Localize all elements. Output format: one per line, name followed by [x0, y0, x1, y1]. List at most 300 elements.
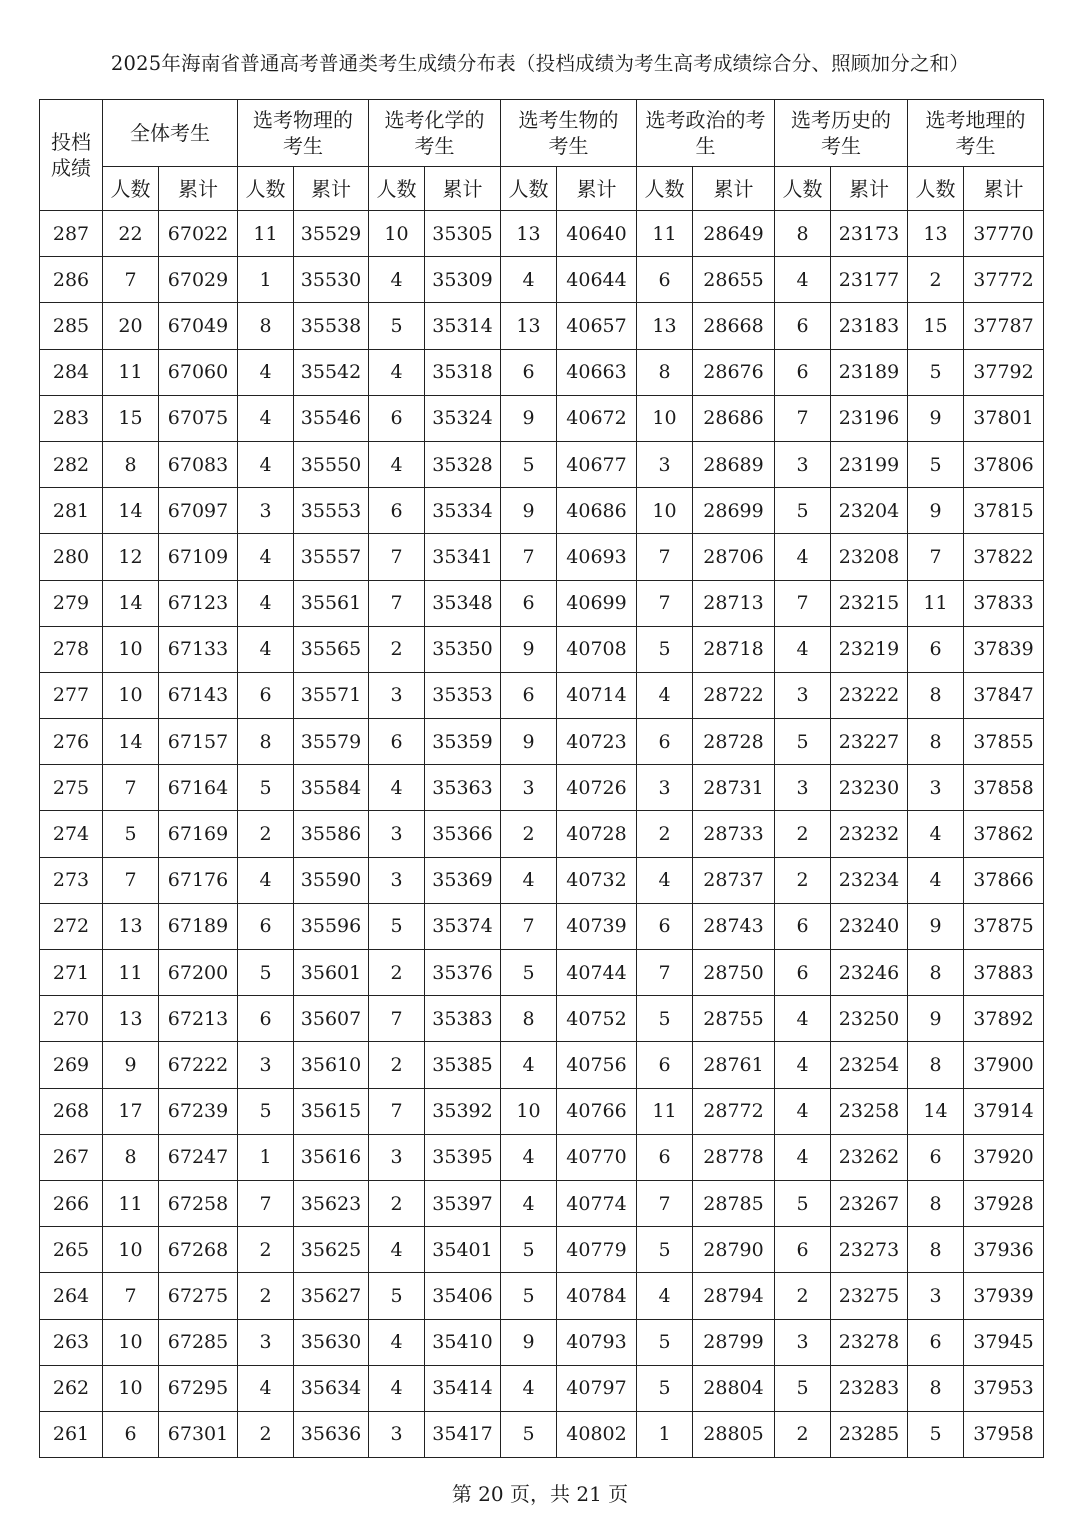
cumulative-cell: 28799 [693, 1319, 775, 1365]
header-group-physics: 选考物理的考生 [238, 100, 369, 167]
score-cell: 275 [40, 765, 103, 811]
count-cell: 13 [501, 303, 557, 349]
table-row [40, 1088, 1044, 1134]
count-cell: 5 [501, 950, 557, 996]
count-cell: 7 [775, 395, 831, 441]
count-cell: 3 [369, 811, 425, 857]
score-cell: 284 [40, 349, 103, 395]
cumulative-cell: 35616 [294, 1134, 369, 1180]
cumulative-cell: 67075 [159, 395, 238, 441]
count-cell: 6 [369, 395, 425, 441]
score-cell: 264 [40, 1273, 103, 1319]
count-cell: 7 [103, 1273, 159, 1319]
count-cell: 4 [369, 349, 425, 395]
count-cell: 9 [908, 488, 964, 534]
cumulative-cell: 35374 [425, 903, 501, 949]
score-cell: 287 [40, 211, 103, 257]
cumulative-cell: 23215 [831, 580, 908, 626]
cumulative-cell: 23278 [831, 1319, 908, 1365]
count-cell: 7 [637, 534, 693, 580]
count-cell: 1 [238, 257, 294, 303]
count-cell: 9 [103, 1042, 159, 1088]
count-cell: 2 [238, 1273, 294, 1319]
count-cell: 5 [238, 950, 294, 996]
cumulative-cell: 67200 [159, 950, 238, 996]
cumulative-cell: 35410 [425, 1319, 501, 1365]
count-cell: 13 [908, 211, 964, 257]
cumulative-cell: 23246 [831, 950, 908, 996]
count-cell: 3 [369, 1411, 425, 1457]
table-row [40, 395, 1044, 441]
count-cell: 4 [775, 534, 831, 580]
count-cell: 6 [908, 626, 964, 672]
count-cell: 17 [103, 1088, 159, 1134]
cumulative-cell: 28655 [693, 257, 775, 303]
count-cell: 5 [637, 996, 693, 1042]
header-count: 人数 [637, 167, 693, 211]
cumulative-cell: 40723 [557, 719, 637, 765]
cumulative-cell: 37866 [964, 857, 1044, 903]
count-cell: 4 [369, 1319, 425, 1365]
header-group-history: 选考历史的考生 [775, 100, 908, 167]
cumulative-cell: 37847 [964, 672, 1044, 718]
cumulative-cell: 28737 [693, 857, 775, 903]
cumulative-cell: 23173 [831, 211, 908, 257]
cumulative-cell: 28676 [693, 349, 775, 395]
cumulative-cell: 35590 [294, 857, 369, 903]
count-cell: 11 [103, 950, 159, 996]
cumulative-cell: 35565 [294, 626, 369, 672]
count-cell: 4 [501, 257, 557, 303]
cumulative-cell: 67022 [159, 211, 238, 257]
count-cell: 5 [637, 626, 693, 672]
cumulative-cell: 35557 [294, 534, 369, 580]
table-row [40, 1319, 1044, 1365]
count-cell: 5 [238, 1088, 294, 1134]
cumulative-cell: 23183 [831, 303, 908, 349]
cumulative-cell: 28686 [693, 395, 775, 441]
cumulative-cell: 40657 [557, 303, 637, 349]
count-cell: 3 [238, 1319, 294, 1365]
count-cell: 13 [501, 211, 557, 257]
count-cell: 5 [637, 1365, 693, 1411]
cumulative-cell: 40728 [557, 811, 637, 857]
cumulative-cell: 37792 [964, 349, 1044, 395]
count-cell: 4 [238, 534, 294, 580]
cumulative-cell: 35324 [425, 395, 501, 441]
cumulative-cell: 37787 [964, 303, 1044, 349]
cumulative-cell: 35341 [425, 534, 501, 580]
header-cumulative: 累计 [831, 167, 908, 211]
count-cell: 10 [103, 672, 159, 718]
cumulative-cell: 23283 [831, 1365, 908, 1411]
cumulative-cell: 40714 [557, 672, 637, 718]
count-cell: 5 [637, 1227, 693, 1273]
count-cell: 7 [637, 950, 693, 996]
count-cell: 2 [369, 626, 425, 672]
cumulative-cell: 35596 [294, 903, 369, 949]
count-cell: 11 [103, 349, 159, 395]
count-cell: 8 [238, 303, 294, 349]
cumulative-cell: 28804 [693, 1365, 775, 1411]
cumulative-cell: 37920 [964, 1134, 1044, 1180]
cumulative-cell: 23189 [831, 349, 908, 395]
table-row [40, 903, 1044, 949]
score-cell: 278 [40, 626, 103, 672]
count-cell: 6 [775, 1227, 831, 1273]
cumulative-cell: 28731 [693, 765, 775, 811]
count-cell: 2 [238, 811, 294, 857]
cumulative-cell: 28699 [693, 488, 775, 534]
cumulative-cell: 28733 [693, 811, 775, 857]
count-cell: 5 [775, 1365, 831, 1411]
table-row [40, 996, 1044, 1042]
header-count: 人数 [501, 167, 557, 211]
count-cell: 7 [369, 534, 425, 580]
cumulative-cell: 37772 [964, 257, 1044, 303]
header-cumulative: 累计 [964, 167, 1044, 211]
table-row [40, 1227, 1044, 1273]
cumulative-cell: 28649 [693, 211, 775, 257]
count-cell: 3 [369, 672, 425, 718]
count-cell: 4 [238, 580, 294, 626]
count-cell: 6 [775, 950, 831, 996]
cumulative-cell: 23219 [831, 626, 908, 672]
cumulative-cell: 28750 [693, 950, 775, 996]
table-row [40, 580, 1044, 626]
cumulative-cell: 67239 [159, 1088, 238, 1134]
cumulative-cell: 67133 [159, 626, 238, 672]
count-cell: 7 [637, 1180, 693, 1226]
header-count: 人数 [775, 167, 831, 211]
cumulative-cell: 40663 [557, 349, 637, 395]
count-cell: 22 [103, 211, 159, 257]
cumulative-cell: 23232 [831, 811, 908, 857]
cumulative-cell: 23262 [831, 1134, 908, 1180]
header-score: 投档成绩 [40, 100, 103, 211]
count-cell: 7 [103, 765, 159, 811]
cumulative-cell: 35350 [425, 626, 501, 672]
count-cell: 3 [637, 765, 693, 811]
cumulative-cell: 40699 [557, 580, 637, 626]
cumulative-cell: 35353 [425, 672, 501, 718]
cumulative-cell: 23267 [831, 1180, 908, 1226]
cumulative-cell: 35348 [425, 580, 501, 626]
count-cell: 4 [369, 1227, 425, 1273]
count-cell: 8 [908, 672, 964, 718]
cumulative-cell: 35392 [425, 1088, 501, 1134]
count-cell: 13 [103, 996, 159, 1042]
count-cell: 2 [775, 857, 831, 903]
count-cell: 5 [775, 719, 831, 765]
count-cell: 2 [369, 1042, 425, 1088]
header-row-sub [40, 167, 1044, 211]
cumulative-cell: 35376 [425, 950, 501, 996]
count-cell: 7 [103, 257, 159, 303]
cumulative-cell: 67189 [159, 903, 238, 949]
header-group-biology: 选考生物的考生 [501, 100, 637, 167]
table-row [40, 1411, 1044, 1457]
cumulative-cell: 23273 [831, 1227, 908, 1273]
count-cell: 9 [501, 488, 557, 534]
count-cell: 9 [908, 395, 964, 441]
cumulative-cell: 37928 [964, 1180, 1044, 1226]
cumulative-cell: 37958 [964, 1411, 1044, 1457]
cumulative-cell: 40784 [557, 1273, 637, 1319]
count-cell: 8 [238, 719, 294, 765]
count-cell: 8 [908, 1365, 964, 1411]
count-cell: 2 [637, 811, 693, 857]
cumulative-cell: 67285 [159, 1319, 238, 1365]
header-cumulative: 累计 [294, 167, 369, 211]
cumulative-cell: 37945 [964, 1319, 1044, 1365]
cumulative-cell: 67222 [159, 1042, 238, 1088]
header-count: 人数 [908, 167, 964, 211]
cumulative-cell: 28755 [693, 996, 775, 1042]
count-cell: 7 [238, 1180, 294, 1226]
cumulative-cell: 37939 [964, 1273, 1044, 1319]
header-group-geography: 选考地理的考生 [908, 100, 1044, 167]
cumulative-cell: 35623 [294, 1180, 369, 1226]
count-cell: 5 [501, 441, 557, 487]
cumulative-cell: 40732 [557, 857, 637, 903]
cumulative-cell: 40756 [557, 1042, 637, 1088]
count-cell: 11 [637, 211, 693, 257]
cumulative-cell: 35305 [425, 211, 501, 257]
cumulative-cell: 40677 [557, 441, 637, 487]
count-cell: 8 [908, 719, 964, 765]
count-cell: 8 [908, 950, 964, 996]
count-cell: 4 [775, 1088, 831, 1134]
count-cell: 2 [369, 1180, 425, 1226]
score-cell: 268 [40, 1088, 103, 1134]
count-cell: 5 [369, 1273, 425, 1319]
count-cell: 15 [908, 303, 964, 349]
count-cell: 7 [369, 1088, 425, 1134]
cumulative-cell: 23177 [831, 257, 908, 303]
count-cell: 11 [637, 1088, 693, 1134]
count-cell: 4 [369, 441, 425, 487]
count-cell: 7 [637, 580, 693, 626]
cumulative-cell: 35550 [294, 441, 369, 487]
count-cell: 3 [775, 1319, 831, 1365]
count-cell: 4 [775, 996, 831, 1042]
cumulative-cell: 23208 [831, 534, 908, 580]
count-cell: 6 [103, 1411, 159, 1457]
table-row [40, 211, 1044, 257]
cumulative-cell: 35542 [294, 349, 369, 395]
count-cell: 6 [369, 488, 425, 534]
cumulative-cell: 67143 [159, 672, 238, 718]
cumulative-cell: 40708 [557, 626, 637, 672]
count-cell: 5 [908, 441, 964, 487]
header-group-chemistry: 选考化学的考生 [369, 100, 501, 167]
table-body [40, 211, 1044, 1458]
count-cell: 10 [103, 626, 159, 672]
count-cell: 3 [775, 765, 831, 811]
cumulative-cell: 40774 [557, 1180, 637, 1226]
header-cumulative: 累计 [693, 167, 775, 211]
count-cell: 8 [908, 1227, 964, 1273]
count-cell: 11 [908, 580, 964, 626]
cumulative-cell: 35561 [294, 580, 369, 626]
cumulative-cell: 37883 [964, 950, 1044, 996]
cumulative-cell: 40779 [557, 1227, 637, 1273]
count-cell: 8 [103, 441, 159, 487]
table-row [40, 1042, 1044, 1088]
cumulative-cell: 40793 [557, 1319, 637, 1365]
count-cell: 3 [775, 672, 831, 718]
cumulative-cell: 67083 [159, 441, 238, 487]
header-cumulative: 累计 [159, 167, 238, 211]
count-cell: 12 [103, 534, 159, 580]
cumulative-cell: 35636 [294, 1411, 369, 1457]
cumulative-cell: 35634 [294, 1365, 369, 1411]
count-cell: 3 [908, 765, 964, 811]
count-cell: 5 [637, 1319, 693, 1365]
count-cell: 5 [103, 811, 159, 857]
cumulative-cell: 35363 [425, 765, 501, 811]
cumulative-cell: 37806 [964, 441, 1044, 487]
count-cell: 3 [908, 1273, 964, 1319]
cumulative-cell: 35610 [294, 1042, 369, 1088]
cumulative-cell: 40686 [557, 488, 637, 534]
cumulative-cell: 23285 [831, 1411, 908, 1457]
cumulative-cell: 67213 [159, 996, 238, 1042]
count-cell: 4 [637, 672, 693, 718]
cumulative-cell: 35309 [425, 257, 501, 303]
count-cell: 9 [501, 395, 557, 441]
count-cell: 3 [637, 441, 693, 487]
cumulative-cell: 35553 [294, 488, 369, 534]
cumulative-cell: 40644 [557, 257, 637, 303]
cumulative-cell: 35538 [294, 303, 369, 349]
header-row-groups [40, 100, 1044, 167]
page-title: 2025年海南省普通高考普通类考生成绩分布表（投档成绩为考生高考成绩综合分、照顾加分之和） [110, 52, 970, 75]
cumulative-cell: 35334 [425, 488, 501, 534]
count-cell: 4 [501, 1134, 557, 1180]
cumulative-cell: 67109 [159, 534, 238, 580]
table-row [40, 950, 1044, 996]
cumulative-cell: 67268 [159, 1227, 238, 1273]
count-cell: 3 [775, 441, 831, 487]
cumulative-cell: 37801 [964, 395, 1044, 441]
count-cell: 10 [103, 1227, 159, 1273]
cumulative-cell: 35314 [425, 303, 501, 349]
cumulative-cell: 37855 [964, 719, 1044, 765]
cumulative-cell: 67157 [159, 719, 238, 765]
count-cell: 7 [501, 903, 557, 949]
cumulative-cell: 37953 [964, 1365, 1044, 1411]
cumulative-cell: 28778 [693, 1134, 775, 1180]
cumulative-cell: 35546 [294, 395, 369, 441]
cumulative-cell: 28743 [693, 903, 775, 949]
header-cumulative: 累计 [425, 167, 501, 211]
cumulative-cell: 67176 [159, 857, 238, 903]
cumulative-cell: 35627 [294, 1273, 369, 1319]
header-group-all: 全体考生 [103, 100, 238, 167]
count-cell: 5 [501, 1273, 557, 1319]
count-cell: 6 [637, 1042, 693, 1088]
cumulative-cell: 35625 [294, 1227, 369, 1273]
count-cell: 6 [501, 672, 557, 718]
count-cell: 6 [775, 903, 831, 949]
table-row [40, 534, 1044, 580]
cumulative-cell: 37839 [964, 626, 1044, 672]
count-cell: 4 [501, 1180, 557, 1226]
count-cell: 4 [238, 857, 294, 903]
count-cell: 3 [369, 857, 425, 903]
table-row [40, 672, 1044, 718]
count-cell: 6 [238, 903, 294, 949]
cumulative-cell: 35383 [425, 996, 501, 1042]
count-cell: 6 [775, 349, 831, 395]
table-row [40, 1180, 1044, 1226]
cumulative-cell: 35369 [425, 857, 501, 903]
table-row [40, 811, 1044, 857]
count-cell: 7 [103, 857, 159, 903]
count-cell: 5 [369, 903, 425, 949]
count-cell: 4 [908, 811, 964, 857]
count-cell: 6 [637, 1134, 693, 1180]
score-cell: 281 [40, 488, 103, 534]
cumulative-cell: 28722 [693, 672, 775, 718]
cumulative-cell: 67275 [159, 1273, 238, 1319]
cumulative-cell: 28668 [693, 303, 775, 349]
count-cell: 9 [501, 1319, 557, 1365]
cumulative-cell: 35401 [425, 1227, 501, 1273]
score-cell: 271 [40, 950, 103, 996]
count-cell: 4 [501, 1365, 557, 1411]
cumulative-cell: 40770 [557, 1134, 637, 1180]
count-cell: 10 [501, 1088, 557, 1134]
score-cell: 283 [40, 395, 103, 441]
cumulative-cell: 28772 [693, 1088, 775, 1134]
cumulative-cell: 35385 [425, 1042, 501, 1088]
header-count: 人数 [103, 167, 159, 211]
table-row [40, 349, 1044, 395]
count-cell: 10 [637, 488, 693, 534]
cumulative-cell: 37900 [964, 1042, 1044, 1088]
score-cell: 277 [40, 672, 103, 718]
count-cell: 20 [103, 303, 159, 349]
count-cell: 4 [775, 1042, 831, 1088]
cumulative-cell: 23196 [831, 395, 908, 441]
count-cell: 10 [103, 1319, 159, 1365]
count-cell: 7 [369, 580, 425, 626]
count-cell: 6 [238, 996, 294, 1042]
score-cell: 280 [40, 534, 103, 580]
cumulative-cell: 35530 [294, 257, 369, 303]
cumulative-cell: 37833 [964, 580, 1044, 626]
cumulative-cell: 40672 [557, 395, 637, 441]
score-cell: 279 [40, 580, 103, 626]
count-cell: 10 [369, 211, 425, 257]
cumulative-cell: 40766 [557, 1088, 637, 1134]
count-cell: 4 [238, 441, 294, 487]
score-cell: 270 [40, 996, 103, 1042]
cumulative-cell: 28713 [693, 580, 775, 626]
count-cell: 10 [103, 1365, 159, 1411]
cumulative-cell: 23258 [831, 1088, 908, 1134]
cumulative-cell: 67029 [159, 257, 238, 303]
cumulative-cell: 35366 [425, 811, 501, 857]
count-cell: 4 [238, 626, 294, 672]
count-cell: 1 [238, 1134, 294, 1180]
score-cell: 266 [40, 1180, 103, 1226]
cumulative-cell: 37875 [964, 903, 1044, 949]
score-cell: 276 [40, 719, 103, 765]
